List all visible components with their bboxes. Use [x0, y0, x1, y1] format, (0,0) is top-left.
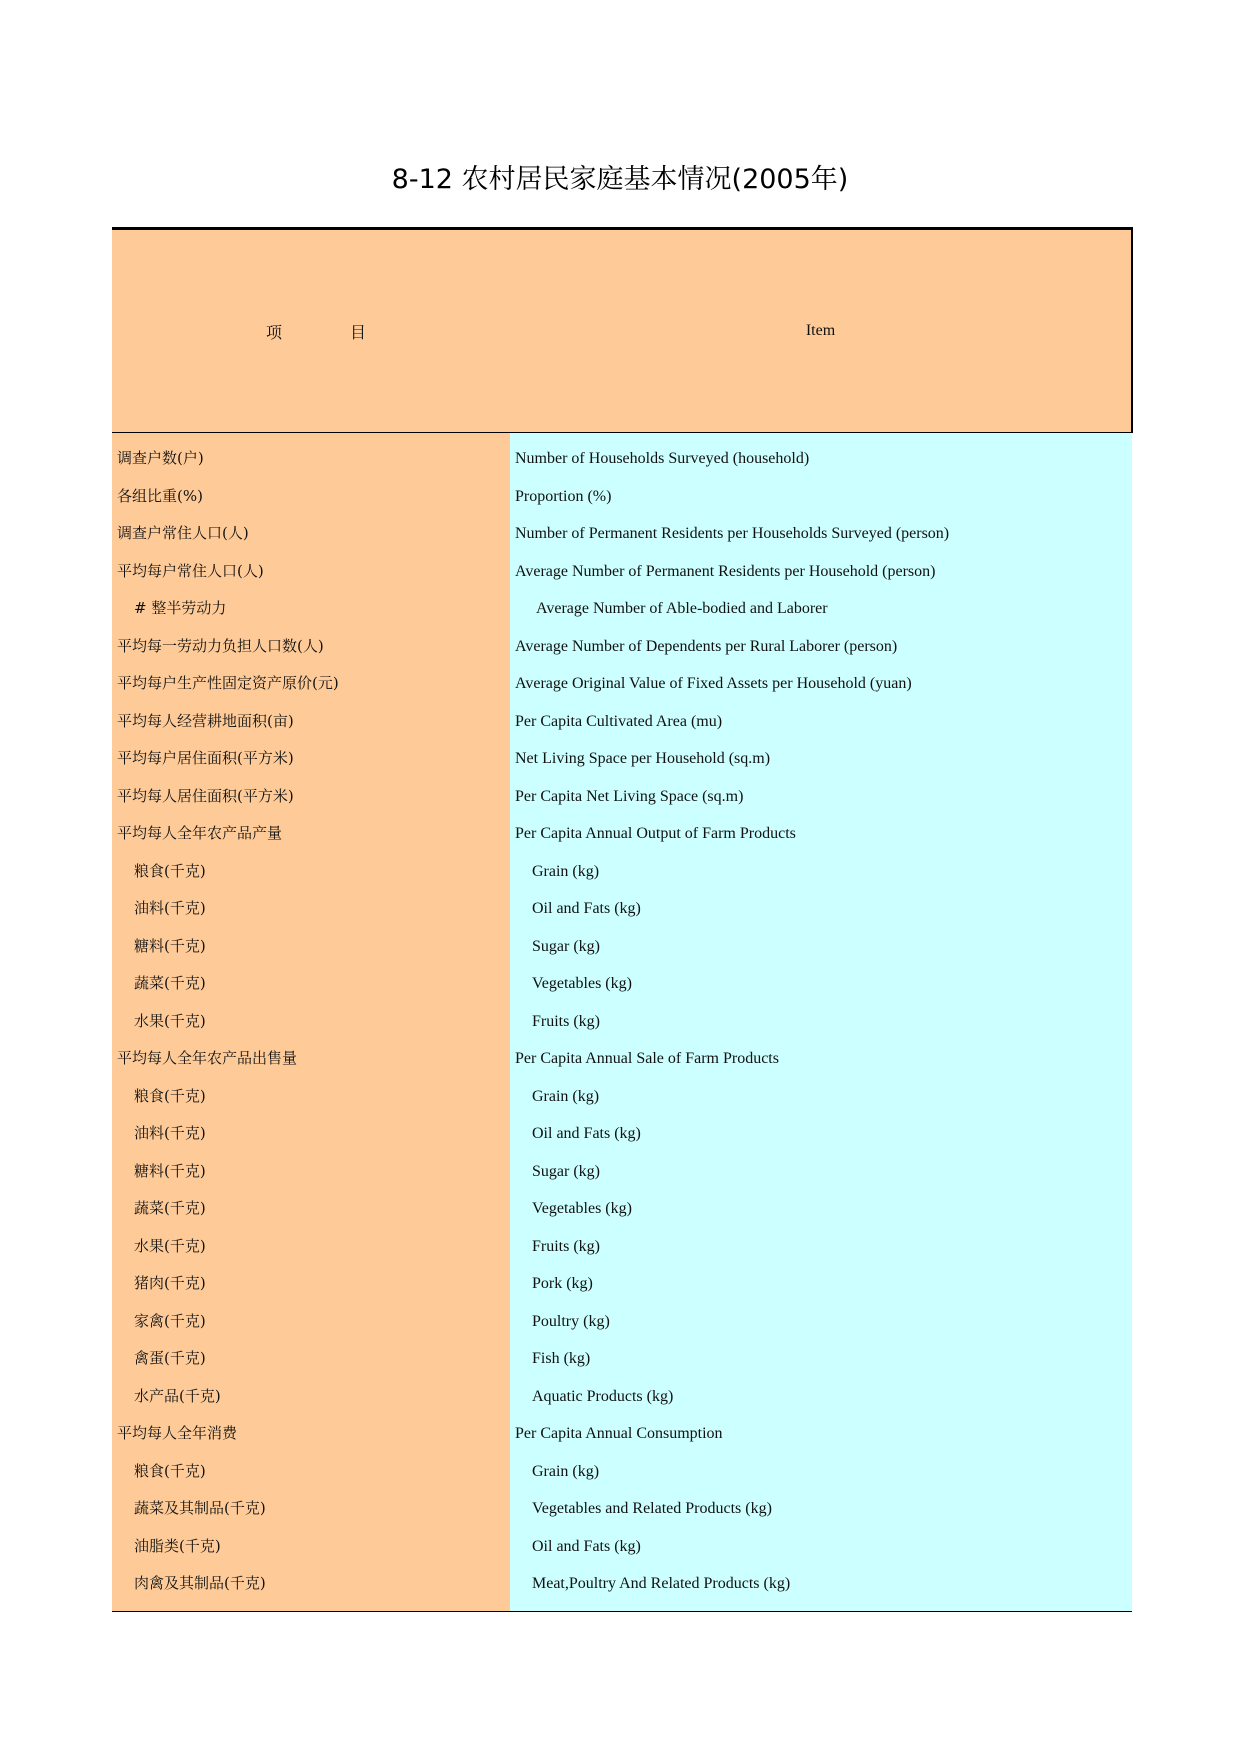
row-label-en: Fruits (kg): [532, 1012, 600, 1030]
row-label-cn: 蔬菜及其制品(千克): [134, 1499, 266, 1517]
data-table: [112, 227, 1132, 1612]
row-label-cn: 调查户常住人口(人): [117, 524, 249, 542]
row-label-cn: 猪肉(千克): [134, 1274, 206, 1292]
row-label-cn: 糖料(千克): [134, 1161, 206, 1180]
row-label-en: Per Capita Annual Output of Farm Products: [515, 825, 796, 842]
row-label-cn: 油脂类(千克): [134, 1536, 221, 1555]
header-item-cn: [112, 230, 510, 432]
row-label-en: Proportion (%): [515, 487, 612, 505]
row-label-cn: 粮食(千克): [134, 861, 206, 880]
row-label-en: Pork (kg): [532, 1275, 593, 1292]
row-label-cn: 平均每人居住面积(平方米): [117, 786, 294, 805]
row-label-cn: 糖料(千克): [134, 936, 206, 955]
row-label-cn: 禽蛋(千克): [134, 1349, 206, 1367]
row-label-cn: 平均每户生产性固定资产原价(元): [117, 674, 339, 692]
row-label-en: Poultry (kg): [532, 1312, 610, 1330]
row-label-cn: 平均每一劳动力负担人口数(人): [117, 636, 324, 655]
column-english: [510, 433, 1132, 1611]
row-label-en: Number of Households Surveyed (household): [515, 450, 810, 467]
column-chinese: [112, 433, 510, 1611]
row-label-cn: 平均每人全年农产品出售量: [117, 1049, 298, 1067]
row-label-en: Per Capita Net Living Space (sq.m): [515, 787, 744, 805]
table-bottom-rule: [112, 1611, 1132, 1612]
header-item-en: Item: [805, 322, 836, 339]
row-label-cn: 平均每人经营耕地面积(亩): [117, 711, 294, 730]
row-label-cn: 平均每户常住人口(人): [117, 561, 264, 580]
row-label-en: Aquatic Products (kg): [532, 1387, 674, 1405]
row-label-cn: 水果(千克): [134, 1011, 206, 1030]
row-label-en: Average Number of Dependents per Rural Laborer (person): [515, 637, 898, 655]
row-label-en: Grain (kg): [532, 1462, 600, 1480]
row-label-cn: 肉禽及其制品(千克): [134, 1574, 266, 1592]
row-label-en: Vegetables (kg): [532, 975, 632, 992]
row-label-en: Fruits (kg): [532, 1237, 600, 1255]
row-label-en: Oil and Fats (kg): [532, 1537, 641, 1555]
row-label-en: Oil and Fats (kg): [532, 1125, 641, 1142]
row-label-en: Average Number of Permanent Residents per Household (person): [515, 562, 936, 580]
row-label-cn: 蔬菜(千克): [134, 974, 206, 992]
row-label-cn: 平均每户居住面积(平方米): [117, 749, 294, 767]
row-label-cn: 平均每人全年农产品产量: [117, 824, 283, 842]
row-label-cn: 各组比重(%): [117, 486, 203, 505]
row-label-cn: 粮食(千克): [134, 1086, 206, 1105]
page-title: 8-12 农村居民家庭基本情况(2005年): [391, 164, 849, 195]
row-label-cn: 油料(千克): [134, 1124, 206, 1142]
row-label-cn: 蔬菜(千克): [134, 1199, 206, 1217]
header-item-cn-char-1: 项: [265, 322, 282, 342]
row-label-cn: 油料(千克): [134, 899, 206, 917]
row-label-en: Oil and Fats (kg): [532, 900, 641, 917]
row-label-cn: 粮食(千克): [134, 1461, 206, 1480]
header-item-cn-char-2: 目: [350, 322, 367, 342]
row-label-en: Per Capita Cultivated Area (mu): [515, 712, 723, 730]
row-label-cn: 家禽(千克): [134, 1311, 206, 1330]
row-label-en: Grain (kg): [532, 1087, 600, 1105]
row-label-cn: 平均每人全年消费: [117, 1424, 238, 1442]
table-body: [112, 433, 1132, 1611]
row-label-en: Sugar (kg): [532, 1162, 600, 1180]
row-label-cn: 水产品(千克): [134, 1386, 221, 1405]
row-label-en: Vegetables and Related Products (kg): [532, 1500, 772, 1517]
row-label-en: Vegetables (kg): [532, 1200, 632, 1217]
row-label-en: Sugar (kg): [532, 937, 600, 955]
row-label-en: Per Capita Annual Sale of Farm Products: [515, 1050, 779, 1067]
row-label-cn: 调查户数(户): [117, 449, 204, 467]
row-label-en: Net Living Space per Household (sq.m): [515, 750, 771, 767]
row-label-en: Average Number of Able-bodied and Laborer: [536, 600, 828, 617]
row-label-cn: 水果(千克): [134, 1236, 206, 1255]
row-label-cn: # 整半劳动力: [134, 599, 227, 617]
row-label-en: Average Original Value of Fixed Assets per Household (yuan): [515, 675, 912, 692]
row-label-en: Grain (kg): [532, 862, 600, 880]
row-label-en: Meat,Poultry And Related Products (kg): [532, 1575, 791, 1592]
row-label-en: Fish (kg): [532, 1350, 591, 1367]
row-label-en: Number of Permanent Residents per Households Surveyed (person): [515, 525, 950, 542]
row-label-en: Per Capita Annual Consumption: [515, 1425, 723, 1442]
table-header: [112, 230, 1133, 433]
